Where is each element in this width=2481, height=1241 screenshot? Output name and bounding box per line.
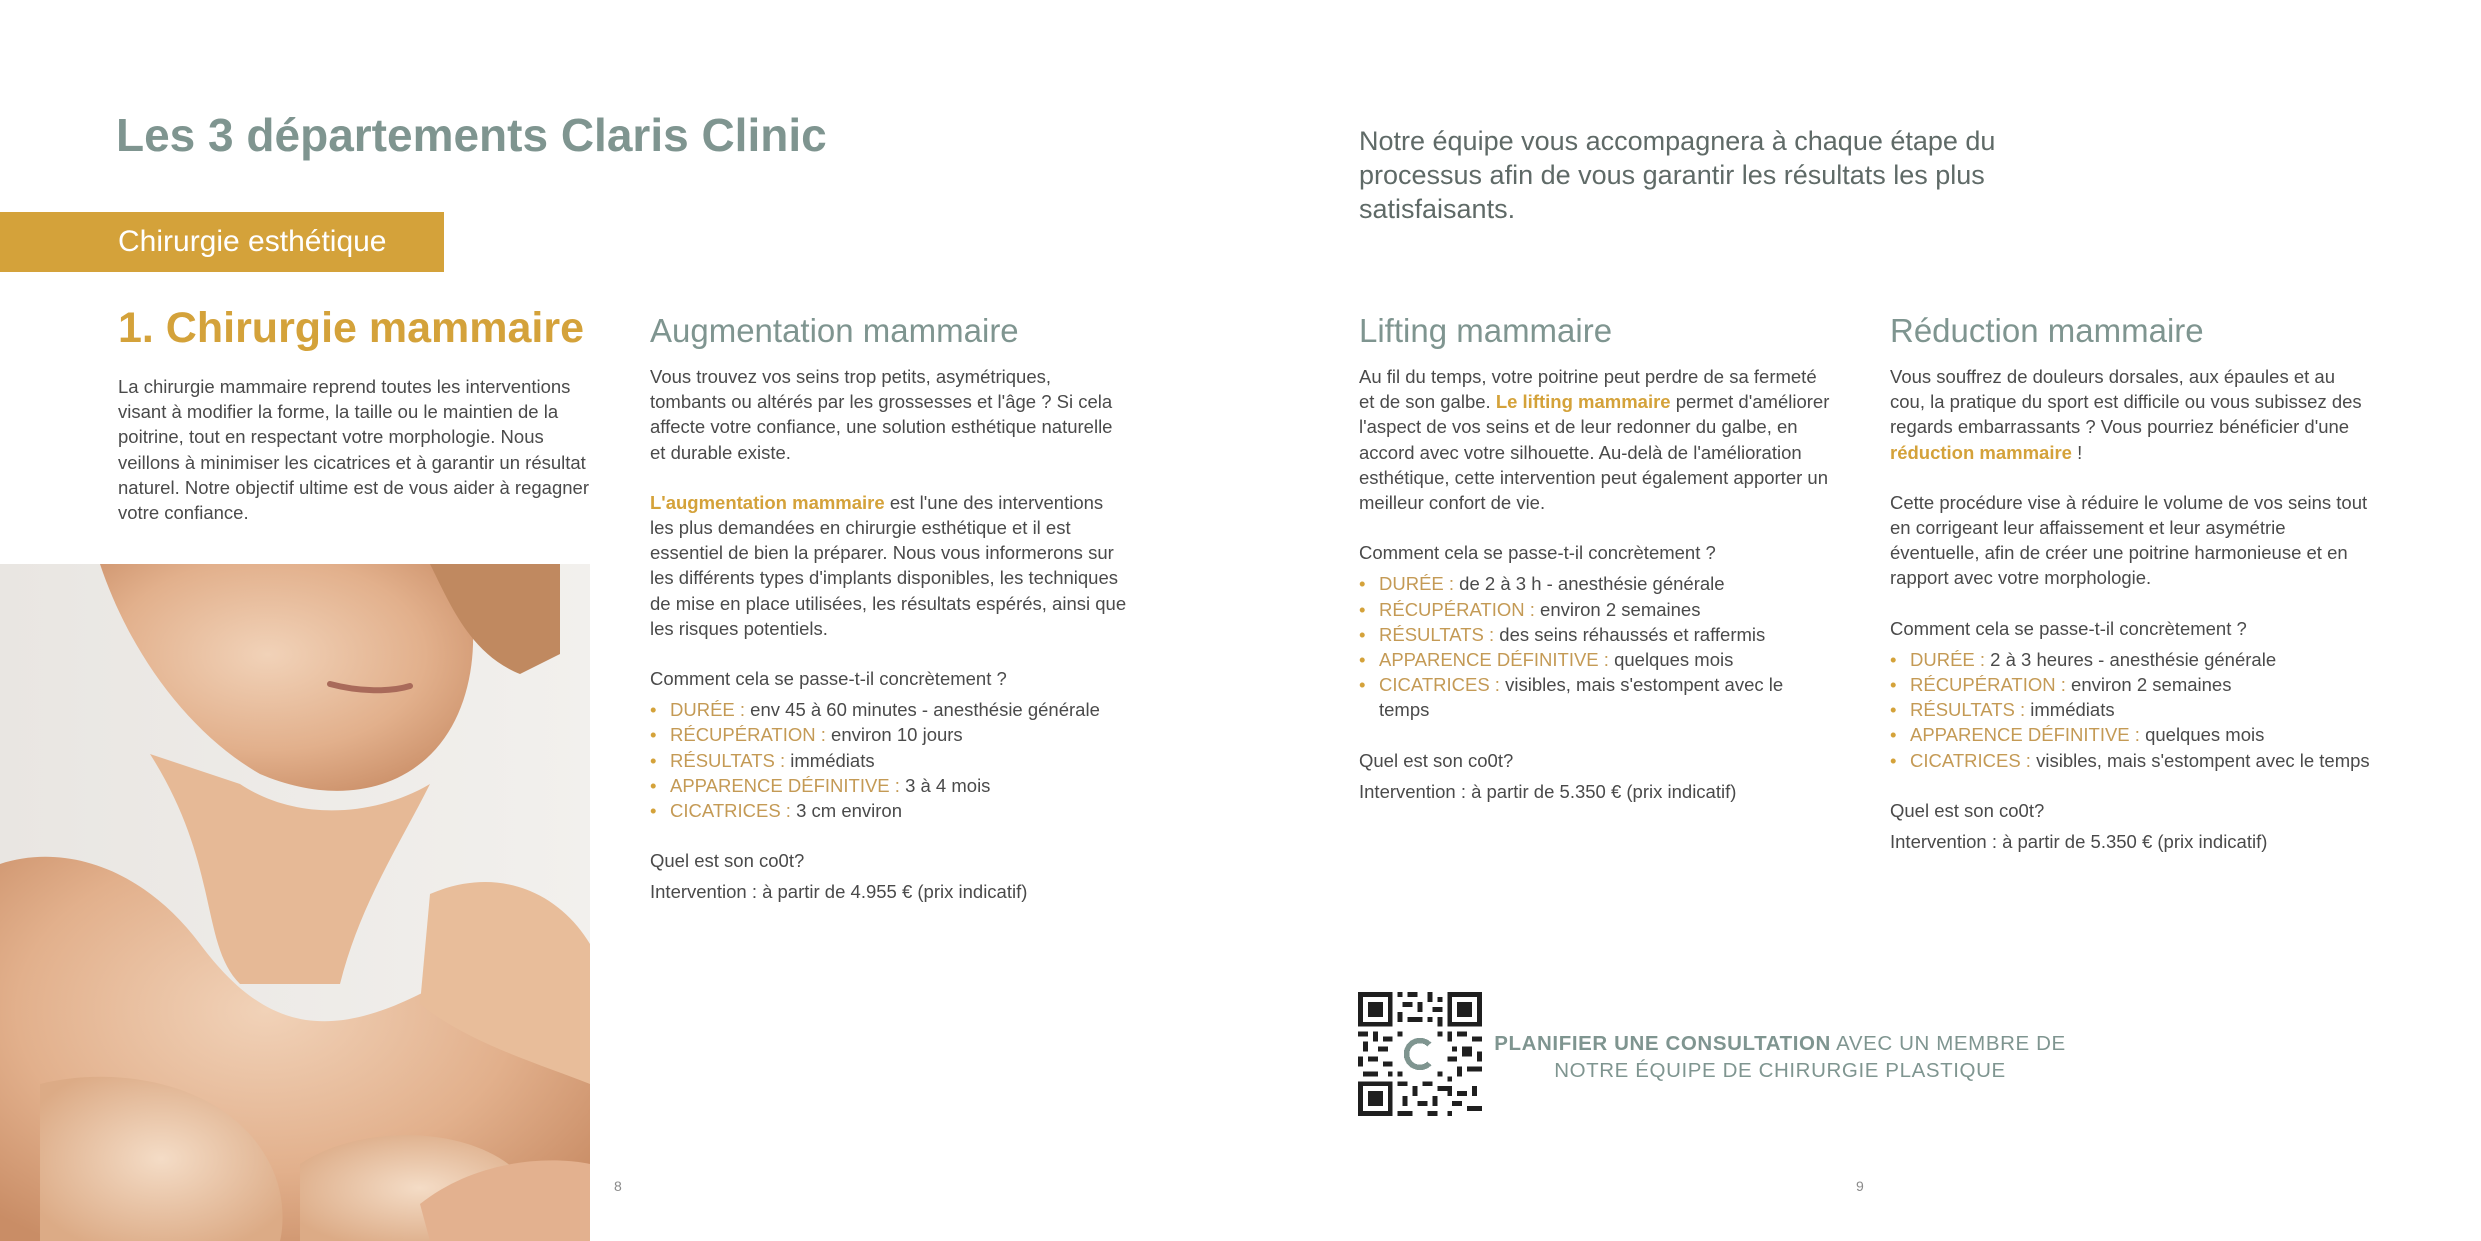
list-item (650, 798, 1130, 823)
list-item (650, 773, 1130, 798)
detail-value: env 45 à 60 minutes - anesthésie générale (745, 699, 1100, 721)
photo-woman (0, 564, 590, 1241)
detail-value: quelques mois (1608, 649, 1734, 671)
detail-value: 2 à 3 heures - anesthésie générale (1985, 648, 2277, 670)
department-band (0, 212, 444, 272)
detail-key: DURÉE : (670, 699, 746, 721)
detail-key: RÉSULTATS : (1910, 699, 2026, 721)
augmentation-paragraph-2-text: est l'une des interventions les plus demandées en chirurgie esthétique et il est essentiel de bien la préparer. Nous vous informerons sur les différents types d'implants disponibles, les techniques de mise en place utilisées, les résultats espérés, ainsi que les risques potentiels. (650, 491, 1127, 639)
detail-key: CICATRICES : (1910, 749, 2031, 771)
lifting-text-after: permet d'améliorer l'aspect de vos seins et de leur redonner du galbe, en accord avec votre silhouette. Au-delà de l'amélioration esthétique, cette intervention peut également apporter un meilleur confort de vie. (1359, 391, 1830, 514)
list-item (1890, 748, 2370, 773)
list-item (1359, 672, 1834, 722)
detail-value: quelques mois (2139, 724, 2265, 746)
consultation-cta[interactable] (1470, 1030, 2090, 1084)
page-number-right: 9 (1856, 1178, 1864, 1194)
detail-key: RÉCUPÉRATION : (1379, 598, 1535, 620)
list-item (650, 697, 1130, 722)
detail-value: immédiats (785, 749, 875, 771)
qr-code-icon[interactable] (1358, 992, 1482, 1116)
photo-illustration (0, 564, 590, 1241)
reduction-column (1890, 312, 2370, 854)
lifting-text-before: Au fil du temps, votre poitrine peut perdre de sa fermeté et de son galbe. (1359, 366, 1817, 413)
detail-key: CICATRICES : (1379, 674, 1500, 696)
augmentation-details-list (650, 697, 1130, 823)
lifting-cost-question: Quel est son co0t? (1359, 749, 1514, 771)
list-item (1890, 697, 2370, 722)
lifting-title: Lifting mammaire (1359, 312, 1613, 349)
detail-value: 3 à 4 mois (899, 774, 991, 796)
augmentation-paragraph-2 (650, 490, 1130, 641)
reduction-title: Réduction mammaire (1890, 312, 2204, 349)
detail-key: RÉCUPÉRATION : (1910, 674, 2066, 696)
detail-key: CICATRICES : (670, 800, 791, 822)
reduction-paragraph-2: Cette procédure vise à réduire le volume de vos seins tout en corrigeant leur affaissement et leur asymétrie éventuelle, afin de créer une poitrine harmonieuse et en rapport avec votre morphologie. (1890, 491, 2368, 589)
department-label: Chirurgie esthétique (118, 225, 387, 258)
reduction-question: Comment cela se passe-t-il concrètement ? (1890, 617, 2247, 639)
augmentation-cost: Intervention : à partir de 4.955 € (prix indicatif) (650, 881, 1028, 903)
lifting-cost: Intervention : à partir de 5.350 € (prix indicatif) (1359, 780, 1737, 802)
detail-value: environ 2 semaines (2065, 674, 2232, 696)
lifting-question: Comment cela se passe-t-il concrètement ? (1359, 542, 1716, 564)
list-item (1890, 647, 2370, 672)
cta-rest: AVEC UN MEMBRE DE NOTRE ÉQUIPE DE CHIRURGIE PLASTIQUE (1554, 1032, 2066, 1082)
detail-key: DURÉE : (1910, 648, 1986, 670)
reduction-details-list (1890, 647, 2370, 773)
augmentation-column (650, 312, 1130, 905)
lifting-highlight: Le lifting mammaire (1495, 391, 1671, 413)
lifting-column (1359, 312, 1834, 804)
list-item (1359, 571, 1834, 596)
detail-key: APPARENCE DÉFINITIVE : (670, 774, 900, 796)
section-text: La chirurgie mammaire reprend toutes les interventions visant à modifier la forme, la taille ou le maintien de la poitrine, tout en respectant votre morphologie. Nous veillons à minimiser les cicatrices et à garantir un résultat naturel. Notre objectif ultime est de vous aider à regagner votre confiance. (118, 376, 589, 524)
lifting-paragraph-1 (1359, 364, 1834, 515)
detail-value: environ 2 semaines (1534, 598, 1701, 620)
list-item (1359, 647, 1834, 672)
detail-key: APPARENCE DÉFINITIVE : (1379, 649, 1609, 671)
detail-key: RÉCUPÉRATION : (670, 724, 826, 746)
detail-value: de 2 à 3 h - anesthésie générale (1454, 573, 1725, 595)
list-item (650, 722, 1130, 747)
lifting-details-list (1359, 571, 1834, 722)
detail-value: visibles, mais s'estompent avec le temps (2030, 749, 2370, 771)
reduction-text-after: ! (2071, 441, 2083, 463)
augmentation-title: Augmentation mammaire (650, 312, 1019, 349)
detail-value: immédiats (2025, 699, 2115, 721)
detail-key: RÉSULTATS : (670, 749, 786, 771)
reduction-cost-question: Quel est son co0t? (1890, 799, 2045, 821)
detail-value: visibles, mais s'estompent avec le temps (1379, 674, 1784, 721)
augmentation-cost-question: Quel est son co0t? (650, 850, 805, 872)
augmentation-paragraph-1: Vous trouvez vos seins trop petits, asymétriques, tombants ou altérés par les grossesses et l'âge ? Si cela affecte votre confiance, une solution esthétique naturelle et durable existe. (650, 366, 1113, 463)
detail-key: RÉSULTATS : (1379, 623, 1495, 645)
reduction-paragraph-1 (1890, 364, 2370, 465)
list-item (1359, 597, 1834, 622)
section-heading: 1. Chirurgie mammaire (118, 304, 585, 352)
augmentation-question: Comment cela se passe-t-il concrètement ? (650, 668, 1007, 690)
page-title: Les 3 départements Claris Clinic (116, 109, 827, 161)
detail-key: APPARENCE DÉFINITIVE : (1910, 724, 2140, 746)
list-item (650, 748, 1130, 773)
cta-bold: PLANIFIER UNE CONSULTATION (1494, 1032, 1831, 1055)
reduction-highlight: réduction mammaire (1890, 441, 2072, 463)
list-item (1359, 622, 1834, 647)
list-item (1890, 722, 2370, 747)
detail-key: DURÉE : (1379, 573, 1455, 595)
list-item (1890, 672, 2370, 697)
page-number-left: 8 (614, 1178, 622, 1194)
augmentation-highlight: L'augmentation mammaire (650, 491, 885, 513)
reduction-cost: Intervention : à partir de 5.350 € (prix indicatif) (1890, 831, 2268, 853)
detail-value: environ 10 jours (825, 724, 963, 746)
detail-value: des seins réhaussés et raffermis (1494, 623, 1766, 645)
detail-value: 3 cm environ (790, 800, 902, 822)
reduction-text-before: Vous souffrez de douleurs dorsales, aux épaules et au cou, la pratique du sport est difficile ou vous subissez des regards embarrassants ? Vous pourriez bénéficier d'une (1890, 366, 2362, 438)
intro-text: Notre équipe vous accompagnera à chaque étape du processus afin de vous garantir les résultats les plus satisfaisants. (1359, 126, 1996, 224)
